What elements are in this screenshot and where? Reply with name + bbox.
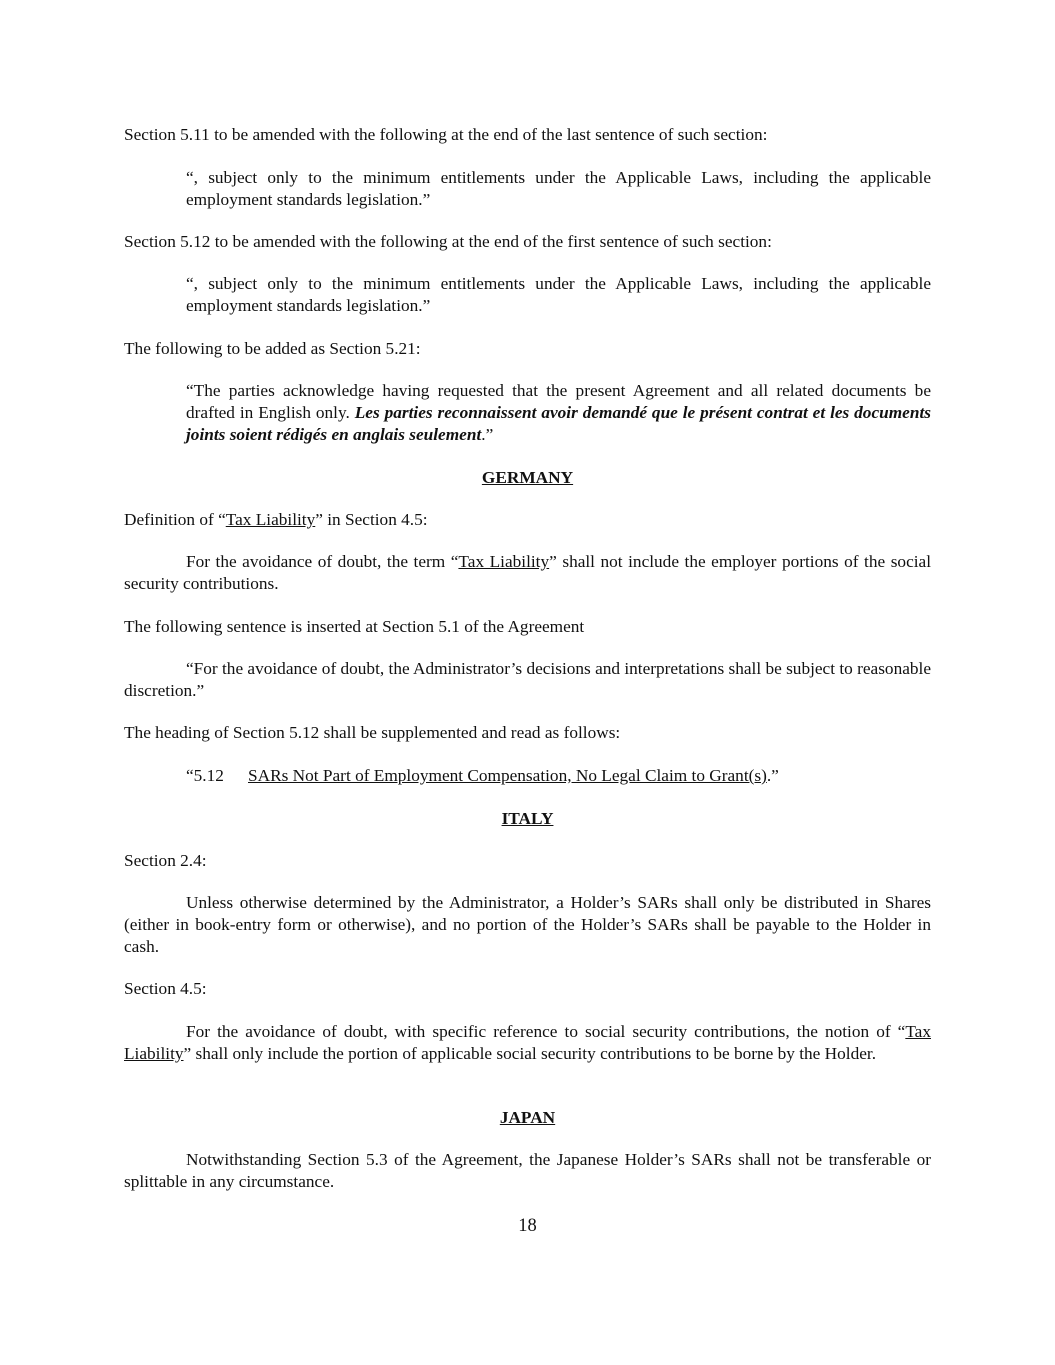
definition-text-b: ” in Section 4.5: bbox=[315, 510, 428, 529]
heading-italy: ITALY bbox=[501, 809, 554, 828]
definition-text-a: Definition of “ bbox=[124, 510, 226, 529]
defined-term: Tax Liability bbox=[225, 510, 316, 529]
quote-french: Les parties reconnaissent avoir demandé que le présent contrat et les documents joints soient rédigés en anglais seulement bbox=[186, 403, 931, 444]
section-4-5-label: Section 4.5: bbox=[124, 979, 207, 998]
quote-end: .” bbox=[481, 425, 494, 444]
heading-intro: The heading of Section 5.12 shall be supplemented and read as follows: bbox=[124, 723, 621, 742]
section-5-12-intro: Section 5.12 to be amended with the following at the end of the first sentence of such section: bbox=[124, 232, 772, 251]
section-5-21-quote bbox=[186, 380, 931, 446]
section-5-11-quote: “, subject only to the minimum entitlements under the Applicable Laws, including the applicable employment standards legislation.” bbox=[186, 168, 931, 209]
section-5-21-intro: The following to be added as Section 5.21: bbox=[124, 339, 421, 358]
section-title: SARs Not Part of Employment Compensation, No Legal Claim to Grant(s) bbox=[248, 766, 767, 785]
tax-text-a: For the avoidance of doubt, the term “ bbox=[186, 552, 459, 571]
section-5-12-quote: “, subject only to the minimum entitlements under the Applicable Laws, including the applicable employment standards legislation.” bbox=[186, 274, 931, 315]
defined-term: Tax Liability bbox=[458, 552, 550, 571]
tax-text-b: ” shall not include the employer portions of the social security contributions. bbox=[124, 552, 932, 593]
section-2-4-paragraph: Unless otherwise determined by the Administrator, a Holder’s SARs shall only be distributed in Shares (either in book-entry form or otherwise), and no portion of the Holder’s SARs shall be payable to the Holder in cash. bbox=[124, 893, 931, 956]
section-2-4-label: Section 2.4: bbox=[124, 851, 207, 870]
heading-japan: JAPAN bbox=[499, 1108, 556, 1127]
heading-germany: GERMANY bbox=[481, 468, 574, 487]
defined-term: Tax Liability bbox=[124, 1022, 931, 1063]
insert-quote: “For the avoidance of doubt, the Administrator’s decisions and interpretations shall be subject to reasonable discretion.” bbox=[124, 659, 931, 700]
section-4-5-paragraph bbox=[124, 1021, 931, 1065]
section-number: “5.12 bbox=[186, 766, 224, 785]
quote-english: “The parties acknowledge having requested that the present Agreement and all related documents be drafted in English only. bbox=[186, 381, 931, 422]
definition-intro bbox=[124, 509, 931, 531]
page-number: 18 bbox=[518, 1216, 537, 1236]
section-5-11-intro: Section 5.11 to be amended with the following at the end of the last sentence of such section: bbox=[124, 125, 768, 144]
quote-end: .” bbox=[766, 766, 779, 785]
tax-liability-paragraph bbox=[124, 551, 931, 595]
italy-text-a: For the avoidance of doubt, with specific reference to social security contributions, the notion of “ bbox=[186, 1022, 906, 1041]
japan-paragraph: Notwithstanding Section 5.3 of the Agreement, the Japanese Holder’s SARs shall not be transferable or splittable in any circumstance. bbox=[124, 1150, 931, 1191]
insert-intro: The following sentence is inserted at Section 5.1 of the Agreement bbox=[124, 617, 585, 636]
italy-text-b: ” shall only include the portion of applicable social security contributions to be borne by the Holder. bbox=[183, 1044, 877, 1063]
section-5-12-heading-quote bbox=[186, 765, 931, 787]
